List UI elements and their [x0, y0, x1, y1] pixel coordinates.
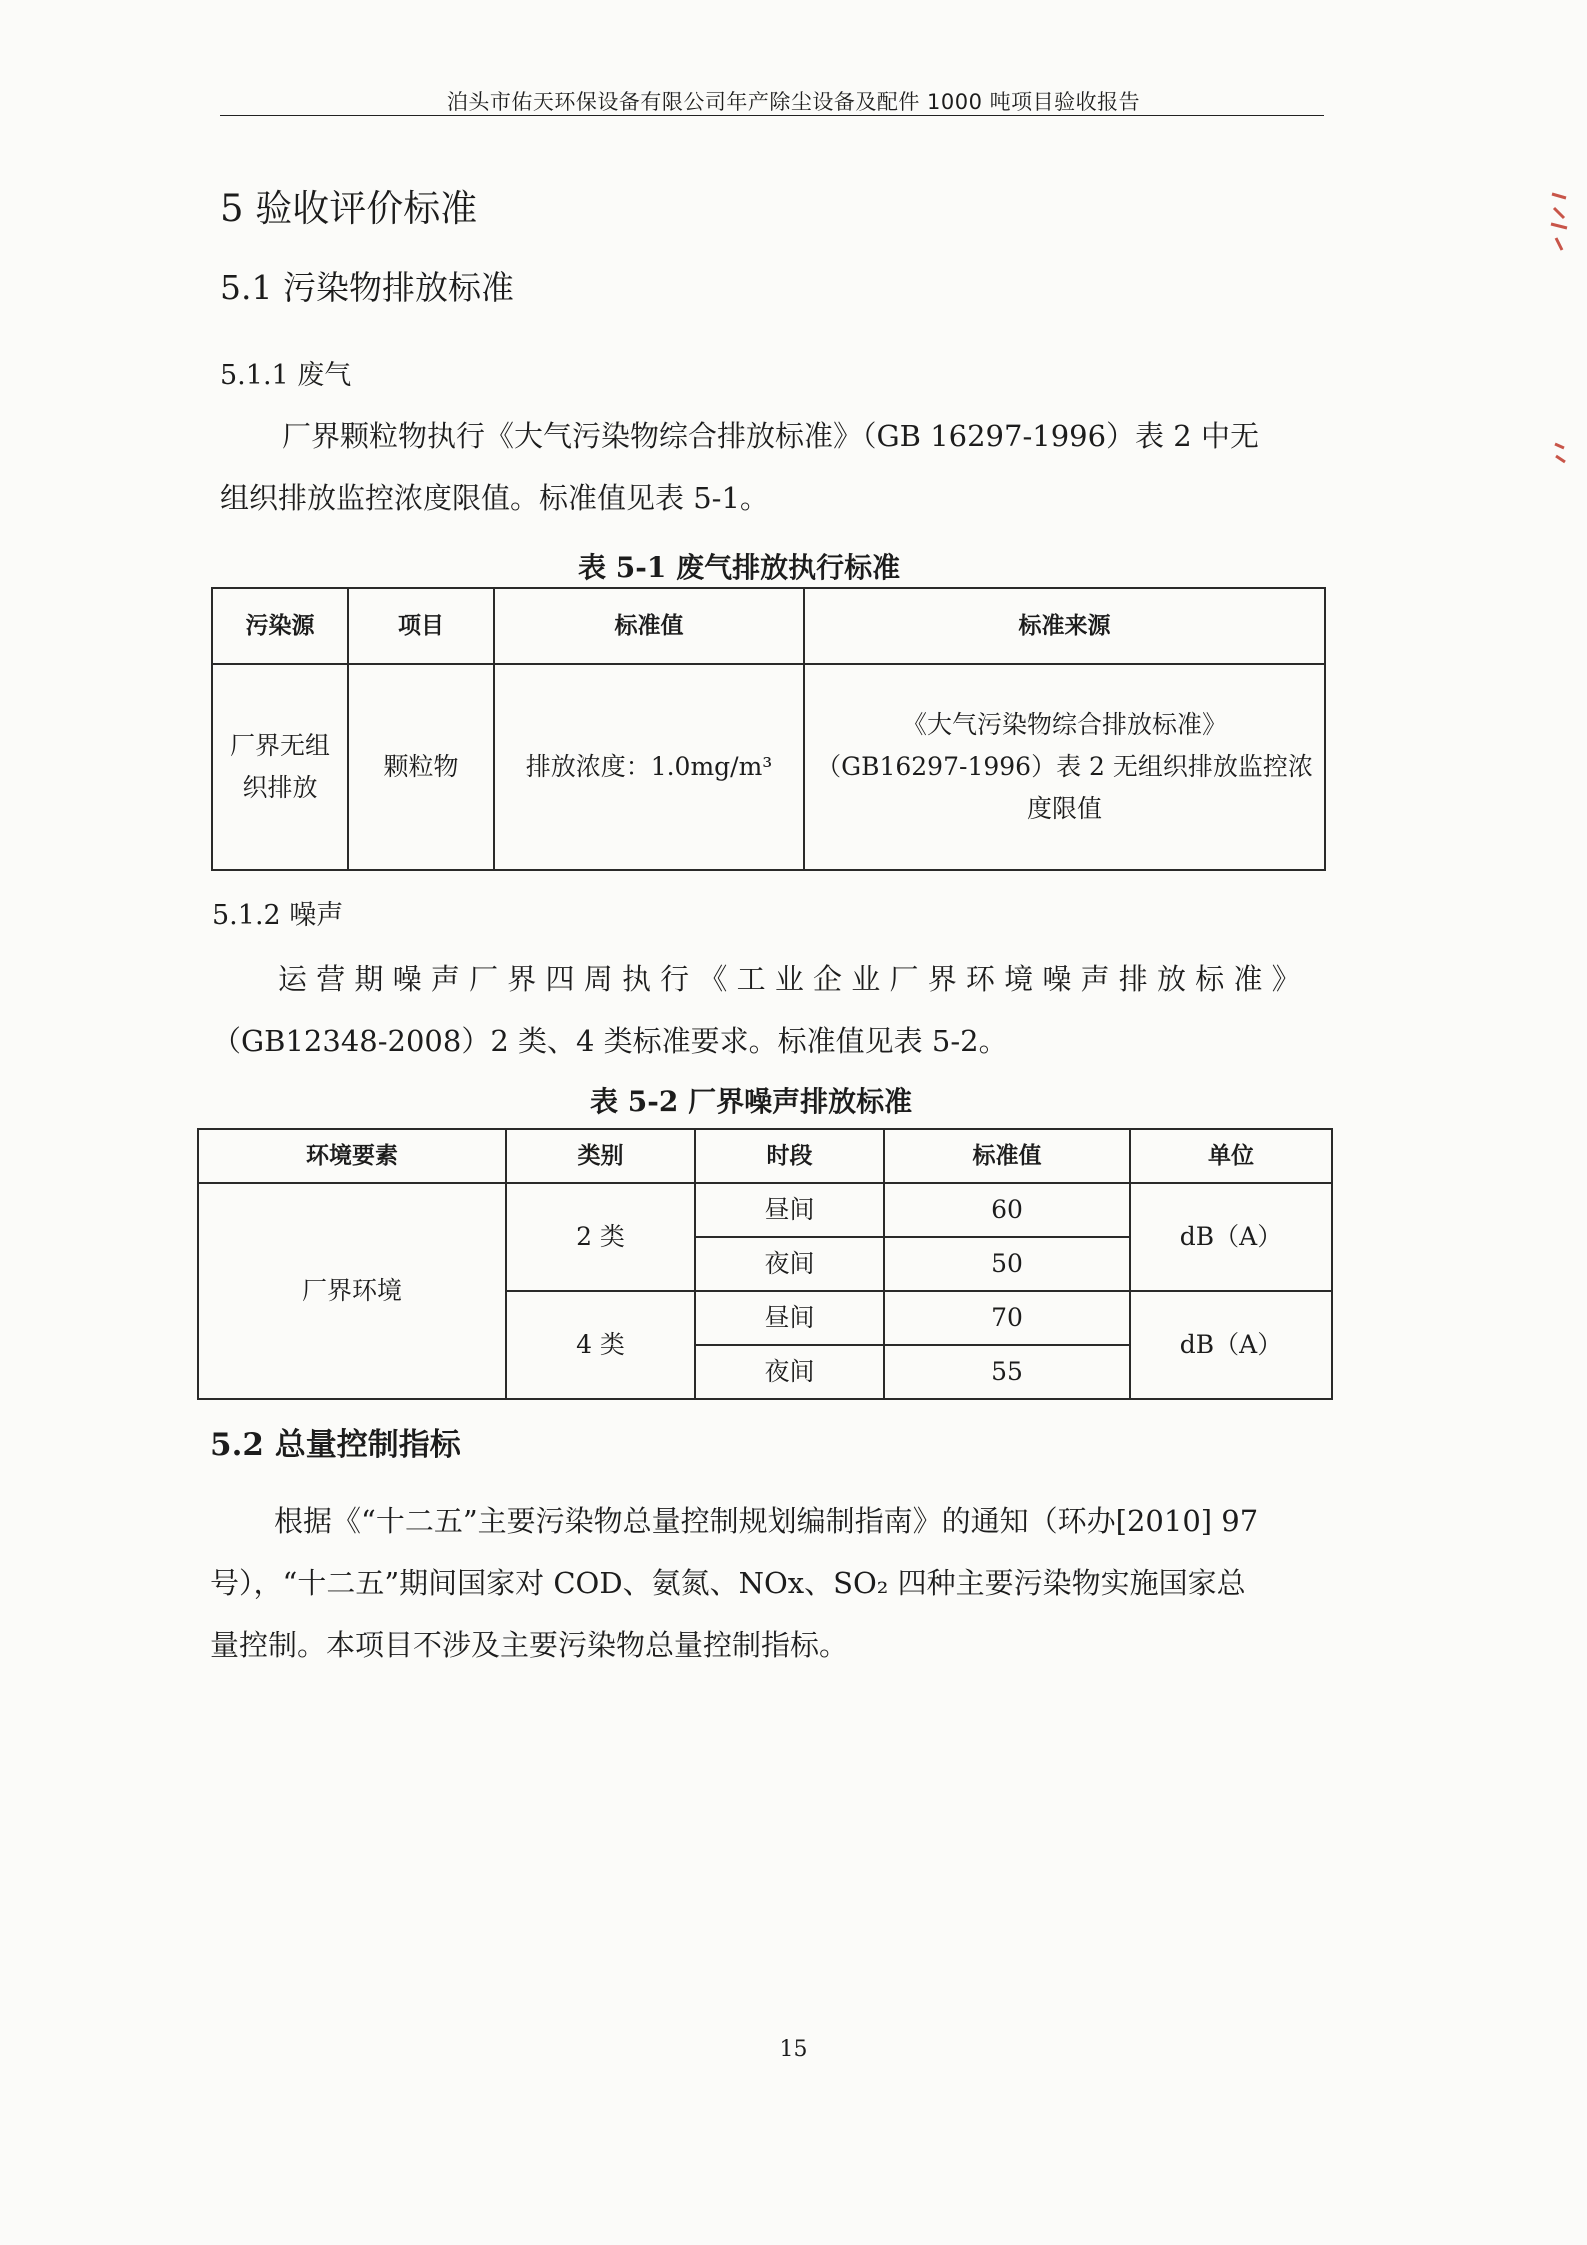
column-header: 时段 — [695, 1129, 884, 1183]
paragraph-line: 组织排放监控浓度限值。标准值见表 5-1。 — [220, 481, 769, 515]
period-cell: 夜间 — [695, 1345, 884, 1399]
report-header: 泊头市佑天环保设备有限公司年产除尘设备及配件 1000 吨项目验收报告 — [446, 90, 1141, 114]
header-rule — [220, 115, 1324, 116]
cell-line: 织排放 — [242, 773, 318, 802]
column-header: 标准值 — [494, 588, 804, 664]
table-5-2-caption: 表 5-2 厂界噪声排放标准 — [590, 1085, 913, 1118]
paragraph-line: 号），“十二五”期间国家对 COD、氨氮、NOx、SO₂ 四种主要污染物实施国家总 — [210, 1566, 1246, 1600]
value-cell: 55 — [884, 1345, 1130, 1399]
cell-line: 厂界无组 — [229, 731, 330, 760]
column-header: 标准来源 — [804, 588, 1325, 664]
section-5-heading: 5 验收评价标准 — [220, 187, 478, 230]
total-control-paragraph — [210, 1490, 1340, 1676]
paragraph-line: 根据《“十二五”主要污染物总量控制规划编制指南》的通知（环办[2010] 97 — [274, 1504, 1259, 1538]
item-cell: 颗粒物 — [348, 664, 494, 870]
column-header: 标准值 — [884, 1129, 1130, 1183]
value-cell: 60 — [884, 1183, 1130, 1237]
section-5-1-2-heading: 5.1.2 噪声 — [212, 900, 344, 931]
table-row — [198, 1183, 1332, 1237]
seal-stamp-fragment — [1548, 188, 1570, 258]
unit-cell: dB（A） — [1130, 1183, 1332, 1291]
table-header-row — [198, 1129, 1332, 1183]
paragraph-line: （GB12348-2008）2 类、4 类标准要求。标准值见表 5-2。 — [212, 1024, 1008, 1058]
waste-gas-paragraph — [220, 405, 1330, 529]
table-5-1-caption: 表 5-1 废气排放执行标准 — [578, 551, 901, 584]
paragraph-line: 量控制。本项目不涉及主要污染物总量控制指标。 — [210, 1628, 849, 1662]
pollution-source-cell — [212, 664, 348, 870]
seal-stamp-fragment — [1552, 440, 1568, 470]
standard-source-cell — [804, 664, 1325, 870]
period-cell: 夜间 — [695, 1237, 884, 1291]
column-header: 环境要素 — [198, 1129, 506, 1183]
category-cell: 4 类 — [506, 1291, 695, 1399]
noise-paragraph — [212, 948, 1332, 1072]
cell-line: 《大气污染物综合排放标准》 — [901, 710, 1227, 739]
table-header-row — [212, 588, 1325, 664]
category-cell: 2 类 — [506, 1183, 695, 1291]
value-cell: 50 — [884, 1237, 1130, 1291]
section-5-1-1-heading: 5.1.1 废气 — [220, 360, 352, 391]
standard-value-cell: 排放浓度：1.0mg/m³ — [494, 664, 804, 870]
section-5-1-heading: 5.1 污染物排放标准 — [220, 268, 514, 307]
table-5-1 — [211, 587, 1326, 871]
value-cell: 70 — [884, 1291, 1130, 1345]
table-row — [212, 664, 1325, 870]
period-cell: 昼间 — [695, 1183, 884, 1237]
environment-cell: 厂界环境 — [198, 1183, 506, 1399]
column-header: 项目 — [348, 588, 494, 664]
period-cell: 昼间 — [695, 1291, 884, 1345]
paragraph-line: 厂界颗粒物执行《大气污染物综合排放标准》（GB 16297-1996）表 2 中无 — [282, 419, 1259, 453]
paragraph-line: 运 营 期 噪 声 厂 界 四 周 执 行 《 工 业 企 业 厂 界 环 境 噪 声 排 放 标 准 》 — [278, 962, 1301, 996]
unit-cell: dB（A） — [1130, 1291, 1332, 1399]
cell-line: 度限值 — [1026, 794, 1102, 823]
column-header: 污染源 — [212, 588, 348, 664]
column-header: 单位 — [1130, 1129, 1332, 1183]
cell-line: （GB16297-1996）表 2 无组织排放监控浓 — [816, 752, 1313, 781]
table-5-2 — [197, 1128, 1333, 1400]
page-number: 15 — [779, 2037, 808, 2062]
column-header: 类别 — [506, 1129, 695, 1183]
section-5-2-heading: 5.2 总量控制指标 — [210, 1427, 461, 1463]
